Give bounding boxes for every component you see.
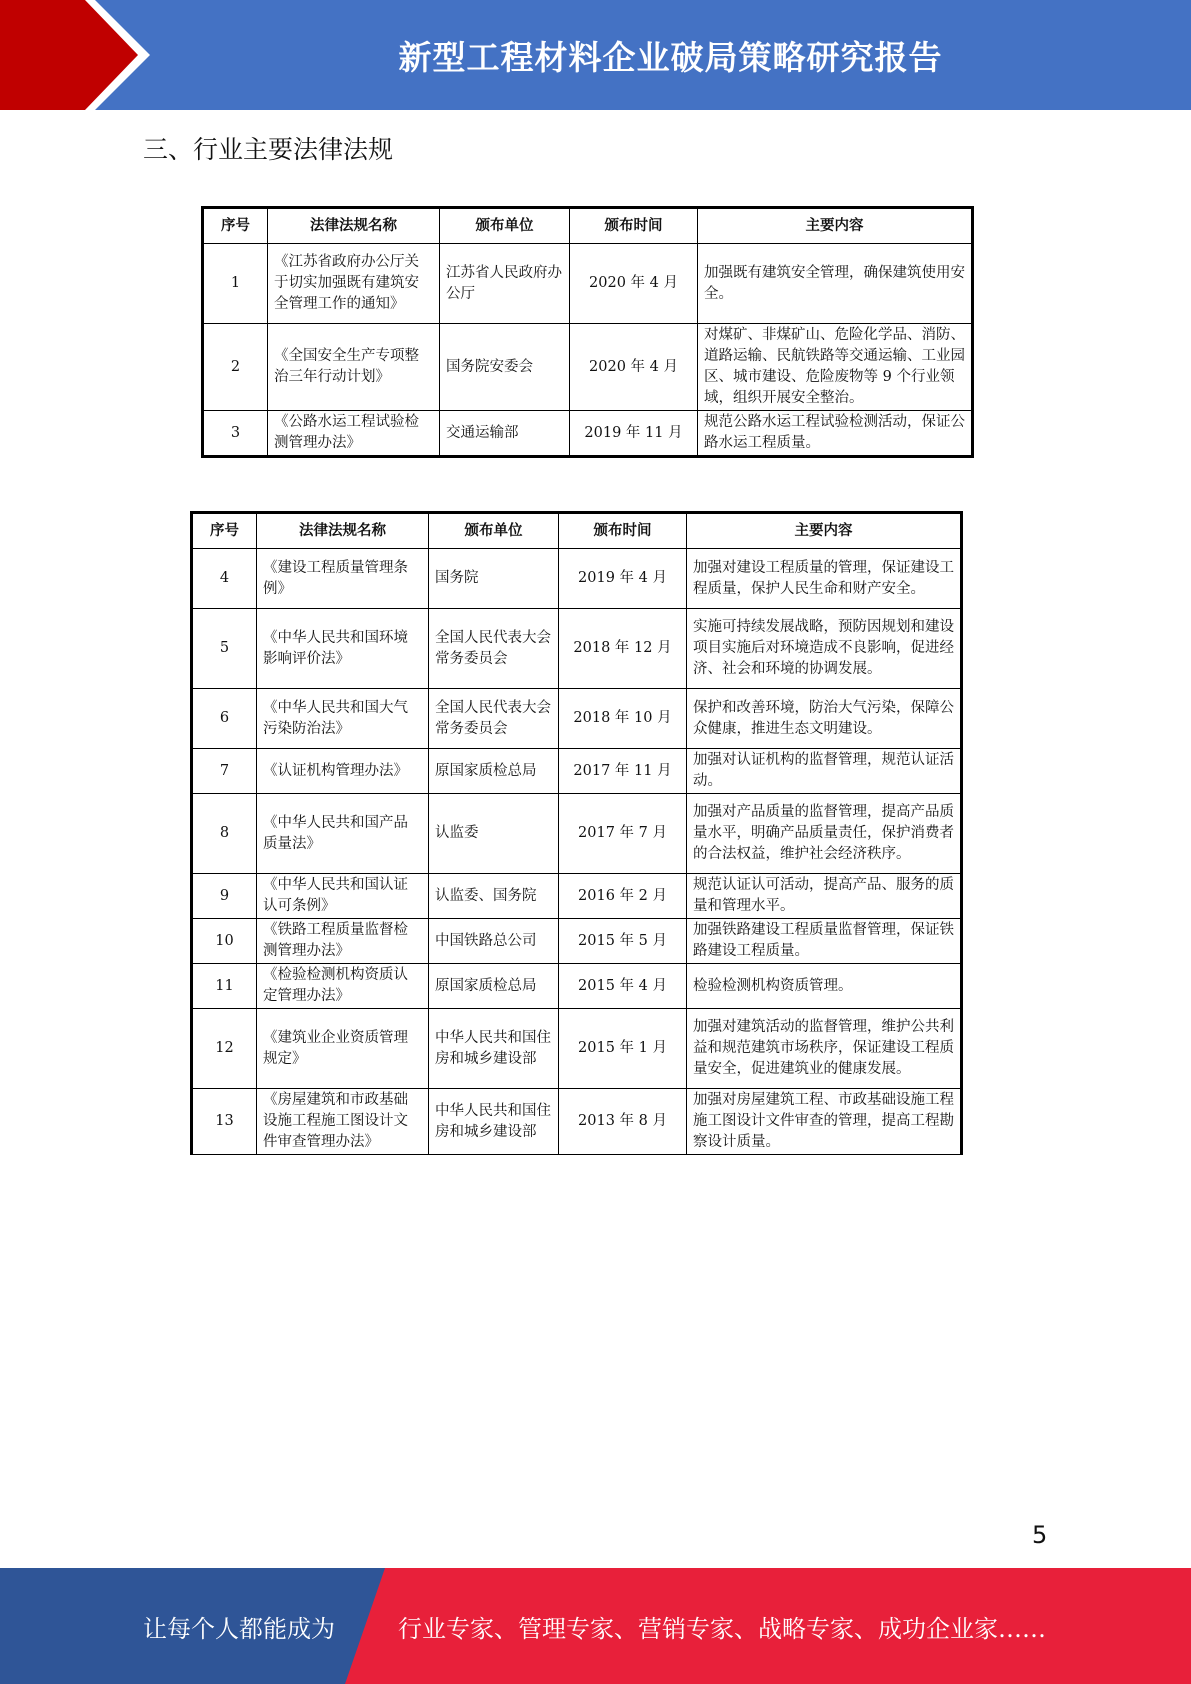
cell-law-name: 《建筑业企业资质管理规定》 <box>257 1009 429 1089</box>
cell-index: 11 <box>192 964 257 1009</box>
cell-issuer: 全国人民代表大会常务委员会 <box>429 689 559 749</box>
column-header-name: 法律法规名称 <box>257 513 429 549</box>
cell-index: 8 <box>192 794 257 874</box>
cell-law-name: 《中华人民共和国大气污染防治法》 <box>257 689 429 749</box>
cell-index: 1 <box>203 244 268 324</box>
cell-content: 规范认证认可活动，提高产品、服务的质量和管理水平。 <box>687 874 962 919</box>
cell-index: 6 <box>192 689 257 749</box>
cell-index: 4 <box>192 549 257 609</box>
cell-date: 2015 年 1 月 <box>559 1009 687 1089</box>
table-row <box>203 324 973 411</box>
cell-content: 实施可持续发展战略，预防因规划和建设项目实施后对环境造成不良影响，促进经济、社会和环境的协调发展。 <box>687 609 962 689</box>
cell-law-name: 《中华人民共和国产品质量法》 <box>257 794 429 874</box>
cell-issuer: 原国家质检总局 <box>429 749 559 794</box>
cell-law-name: 《检验检测机构资质认定管理办法》 <box>257 964 429 1009</box>
cell-index: 10 <box>192 919 257 964</box>
table-header-row <box>192 513 962 549</box>
cell-law-name: 《认证机构管理办法》 <box>257 749 429 794</box>
table-row <box>192 549 962 609</box>
cell-law-name: 《全国安全生产专项整治三年行动计划》 <box>268 324 440 411</box>
table-row <box>192 964 962 1009</box>
header-banner <box>0 0 1191 110</box>
table-row <box>192 689 962 749</box>
cell-issuer: 国务院安委会 <box>440 324 570 411</box>
table-row <box>192 794 962 874</box>
cell-date: 2019 年 11 月 <box>570 411 698 457</box>
column-header-issuer: 颁布单位 <box>429 513 559 549</box>
table-row <box>192 874 962 919</box>
cell-date: 2017 年 7 月 <box>559 794 687 874</box>
cell-issuer: 交通运输部 <box>440 411 570 457</box>
cell-date: 2016 年 2 月 <box>559 874 687 919</box>
cell-law-name: 《江苏省政府办公厅关于切实加强既有建筑安全管理工作的通知》 <box>268 244 440 324</box>
column-header-issuer: 颁布单位 <box>440 208 570 244</box>
table-2-body <box>192 549 962 1155</box>
cell-issuer: 认监委 <box>429 794 559 874</box>
cell-content: 对煤矿、非煤矿山、危险化学品、消防、道路运输、民航铁路等交通运输、工业园区、城市建设、危险废物等 9 个行业领域，组织开展安全整治。 <box>698 324 973 411</box>
footer-slogan-right: 行业专家、管理专家、营销专家、战略专家、成功企业家…… <box>398 1614 1046 1643</box>
cell-content: 加强对建筑活动的监督管理，维护公共利益和规范建筑市场秩序，保证建设工程质量安全，促进建筑业的健康发展。 <box>687 1009 962 1089</box>
cell-index: 7 <box>192 749 257 794</box>
cell-content: 检验检测机构资质管理。 <box>687 964 962 1009</box>
cell-issuer: 江苏省人民政府办公厅 <box>440 244 570 324</box>
cell-issuer: 原国家质检总局 <box>429 964 559 1009</box>
table-1-body <box>203 244 973 457</box>
cell-law-name: 《房屋建筑和市政基础设施工程施工图设计文件审查管理办法》 <box>257 1089 429 1155</box>
cell-date: 2018 年 12 月 <box>559 609 687 689</box>
cell-date: 2013 年 8 月 <box>559 1089 687 1155</box>
table-header-row <box>203 208 973 244</box>
report-title: 新型工程材料企业破局策略研究报告 <box>398 37 943 77</box>
cell-index: 9 <box>192 874 257 919</box>
laws-table-2 <box>190 511 963 1155</box>
column-header-content: 主要内容 <box>698 208 973 244</box>
cell-content: 加强铁路建设工程质量监督管理，保证铁路建设工程质量。 <box>687 919 962 964</box>
cell-date: 2015 年 4 月 <box>559 964 687 1009</box>
cell-issuer: 全国人民代表大会常务委员会 <box>429 609 559 689</box>
cell-date: 2018 年 10 月 <box>559 689 687 749</box>
footer-slogan-left: 让每个人都能成为 <box>143 1614 335 1643</box>
cell-law-name: 《中华人民共和国环境影响评价法》 <box>257 609 429 689</box>
cell-content: 加强对产品质量的监督管理，提高产品质量水平，明确产品质量责任，保护消费者的合法权益，维护社会经济秩序。 <box>687 794 962 874</box>
cell-law-name: 《公路水运工程试验检测管理办法》 <box>268 411 440 457</box>
cell-issuer: 国务院 <box>429 549 559 609</box>
column-header-index: 序号 <box>203 208 268 244</box>
cell-index: 13 <box>192 1089 257 1155</box>
section-heading: 三、行业主要法律法规 <box>143 135 394 164</box>
table-row <box>203 411 973 457</box>
cell-date: 2020 年 4 月 <box>570 324 698 411</box>
page-number: 5 <box>1032 1521 1048 1549</box>
cell-content: 加强对建设工程质量的管理，保证建设工程质量，保护人民生命和财产安全。 <box>687 549 962 609</box>
table-row <box>192 1089 962 1155</box>
cell-content: 加强对认证机构的监督管理，规范认证活动。 <box>687 749 962 794</box>
column-header-content: 主要内容 <box>687 513 962 549</box>
cell-content: 加强对房屋建筑工程、市政基础设施工程施工图设计文件审查的管理，提高工程勘察设计质量。 <box>687 1089 962 1155</box>
header-chevron-decoration <box>0 0 150 110</box>
cell-content: 规范公路水运工程试验检测活动，保证公路水运工程质量。 <box>698 411 973 457</box>
cell-law-name: 《建设工程质量管理条例》 <box>257 549 429 609</box>
footer-banner <box>0 1568 1191 1684</box>
cell-law-name: 《中华人民共和国认证认可条例》 <box>257 874 429 919</box>
cell-date: 2017 年 11 月 <box>559 749 687 794</box>
cell-index: 3 <box>203 411 268 457</box>
table-row <box>203 244 973 324</box>
cell-issuer: 中国铁路总公司 <box>429 919 559 964</box>
cell-index: 12 <box>192 1009 257 1089</box>
cell-issuer: 中华人民共和国住房和城乡建设部 <box>429 1089 559 1155</box>
laws-table-1 <box>201 206 974 458</box>
cell-content: 保护和改善环境，防治大气污染，保障公众健康，推进生态文明建设。 <box>687 689 962 749</box>
column-header-date: 颁布时间 <box>559 513 687 549</box>
cell-issuer: 中华人民共和国住房和城乡建设部 <box>429 1009 559 1089</box>
table-row <box>192 1009 962 1089</box>
cell-law-name: 《铁路工程质量监督检测管理办法》 <box>257 919 429 964</box>
column-header-name: 法律法规名称 <box>268 208 440 244</box>
cell-index: 2 <box>203 324 268 411</box>
table-row <box>192 749 962 794</box>
cell-date: 2020 年 4 月 <box>570 244 698 324</box>
cell-date: 2015 年 5 月 <box>559 919 687 964</box>
table-row <box>192 609 962 689</box>
column-header-date: 颁布时间 <box>570 208 698 244</box>
column-header-index: 序号 <box>192 513 257 549</box>
cell-index: 5 <box>192 609 257 689</box>
cell-issuer: 认监委、国务院 <box>429 874 559 919</box>
cell-content: 加强既有建筑安全管理，确保建筑使用安全。 <box>698 244 973 324</box>
cell-date: 2019 年 4 月 <box>559 549 687 609</box>
table-row <box>192 919 962 964</box>
